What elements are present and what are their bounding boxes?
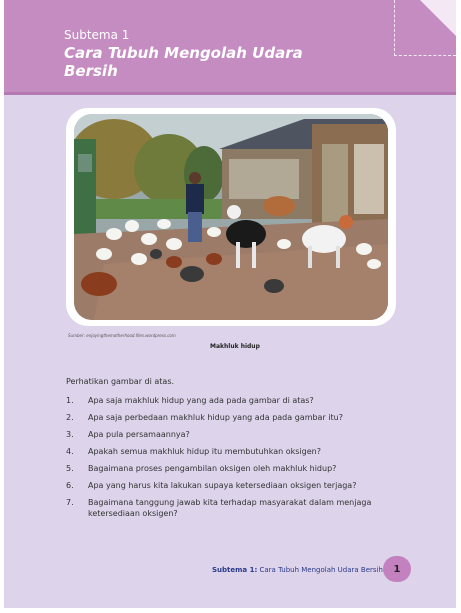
question-text: Apa saja makhluk hidup yang ada pada gambar di atas? xyxy=(88,396,314,405)
photo-source: Sumber: enjoyingthemotherhood.files.wordpress.com xyxy=(68,333,176,338)
question-number: 1. xyxy=(66,396,74,405)
question-text: Apakah semua makhluk hidup itu membutuhkan oksigen? xyxy=(88,447,321,456)
question-text: Apa pula persamaannya? xyxy=(88,430,190,439)
list-item xyxy=(66,395,396,406)
page-title: Cara Tubuh Mengolah Udara Bersih xyxy=(64,44,303,80)
question-number: 6. xyxy=(66,481,74,490)
list-item xyxy=(66,497,396,519)
list-item xyxy=(66,463,396,474)
question-number: 4. xyxy=(66,447,74,456)
header-band xyxy=(4,0,456,92)
list-item xyxy=(66,480,396,491)
footer-subtema xyxy=(212,566,383,574)
photo-caption: Makhluk hidup xyxy=(210,343,260,350)
photo-frame xyxy=(66,108,396,326)
question-text: Apa saja perbedaan makhluk hidup yang ada pada gambar itu? xyxy=(88,413,343,422)
question-text: Bagaimana proses pengambilan oksigen oleh makhluk hidup? xyxy=(88,464,337,473)
farm-photo xyxy=(74,114,388,320)
list-item xyxy=(66,412,396,423)
question-number: 3. xyxy=(66,430,74,439)
book-page xyxy=(4,0,456,608)
footer-subtema-prefix: Subtema 1: xyxy=(212,566,258,574)
list-item xyxy=(66,446,396,457)
footer-subtema-title: Cara Tubuh Mengolah Udara Bersih xyxy=(259,566,383,574)
page-fold-corner xyxy=(420,0,456,36)
question-number: 7. xyxy=(66,498,74,507)
question-text: Apa yang harus kita lakukan supaya ketersediaan oksigen terjaga? xyxy=(88,481,357,490)
question-number: 5. xyxy=(66,464,74,473)
question-list xyxy=(66,395,396,525)
question-number: 2. xyxy=(66,413,74,422)
list-item xyxy=(66,429,396,440)
subtema-label: Subtema 1 xyxy=(64,28,130,42)
page-number-badge: 1 xyxy=(383,556,411,582)
question-text: Bagaimana tanggung jawab kita terhadap masyarakat dalam menjaga ketersediaan oksigen? xyxy=(88,498,372,518)
intro-text: Perhatikan gambar di atas. xyxy=(66,377,175,386)
